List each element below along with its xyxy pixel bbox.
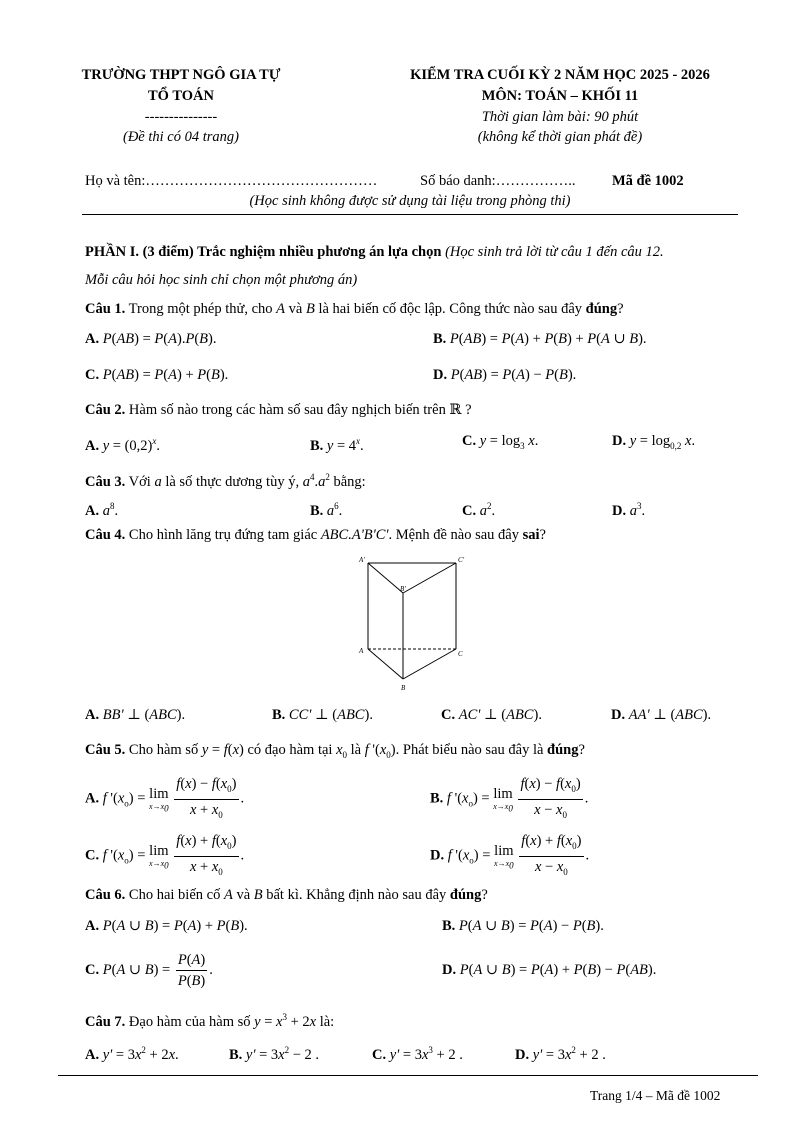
student-id-field: Số báo danh:…………….. bbox=[420, 173, 576, 189]
q4-option-a[interactable]: A. BB' ⊥ (ABC). bbox=[85, 707, 186, 723]
q2-option-c[interactable]: C. $y = \log_3 x$. bbox=[462, 433, 539, 451]
part1-heading: PHẦN I. (3 điểm) Trắc nghiệm nhiều phương án lựa chọn (Học sinh trả lời từ câu 1 đến câu 12. bbox=[85, 244, 664, 260]
label-b-prime: B' bbox=[400, 585, 406, 593]
q2-option-d[interactable]: D. $y = \log_{0,2} x$. bbox=[612, 433, 696, 451]
question-1: Câu 1. Trong một phép thử, cho A và B là hai biến cố độc lập. Công thức nào sau đây đúng? bbox=[85, 301, 624, 317]
label-a: A bbox=[359, 647, 364, 655]
q3-option-c[interactable]: C. $a^2$. bbox=[462, 501, 496, 519]
exam-time: Thời gian làm bài: 90 phút bbox=[481, 109, 639, 125]
q2-option-a[interactable]: A. $y = (0,2)^x$. bbox=[85, 436, 161, 454]
q1-option-a[interactable]: A. P(AB) = P(A).P(B). bbox=[85, 331, 217, 347]
question-4: Câu 4. Cho hình lăng trụ đứng tam giác ABC.A'B'C'. Mệnh đề nào sau đây sai? bbox=[85, 527, 546, 543]
no-material-note: (Học sinh không được sử dụng tài liệu trong phòng thi) bbox=[249, 193, 571, 209]
q5-option-c[interactable]: C. f '$(x_o)$ = lim $x\to x_0$ $\frac{f(x) + f(x_0)}{x + x_0}$ . bbox=[85, 833, 245, 877]
page-footer: Trang 1/4 – Mã đề 1002 bbox=[590, 1088, 721, 1103]
q3-option-a[interactable]: A. $a^8$. bbox=[85, 501, 119, 519]
label-b: B bbox=[401, 684, 406, 692]
q5-option-b[interactable]: B. f '$(x_o)$ = lim $x\to x_0$ $\frac{f(x) - f(x_0)}{x - x_0}$ . bbox=[430, 776, 589, 820]
q7-option-a[interactable]: A. $y' = 3x^2 + 2x$. bbox=[85, 1045, 179, 1063]
label-c: C bbox=[458, 650, 463, 658]
q7-option-d[interactable]: D. $y' = 3x^2 + 2$ . bbox=[515, 1045, 606, 1063]
header-dashes: --------------- bbox=[144, 109, 218, 125]
q6-option-a[interactable]: A. P(A ∪ B) = P(A) + P(B). bbox=[85, 918, 248, 934]
q5-option-d[interactable]: D. f '$(x_o)$ = lim $x\to x_0$ $\frac{f(x) + f(x_0)}{x - x_0}$ . bbox=[430, 833, 590, 877]
question-6: Câu 6. Cho hai biến cố A và B bất kì. Khẳng định nào sau đây đúng? bbox=[85, 887, 488, 903]
label-c-prime: C' bbox=[458, 556, 465, 564]
q4-option-b[interactable]: B. CC' ⊥ (ABC). bbox=[272, 707, 373, 723]
q7-option-c[interactable]: C. $y' = 3x^3 + 2$ . bbox=[372, 1045, 463, 1063]
q6-option-d[interactable]: D. P(A ∪ B) = P(A) + P(B) − P(AB). bbox=[442, 962, 657, 978]
q6-option-b[interactable]: B. P(A ∪ B) = P(A) − P(B). bbox=[442, 918, 604, 934]
q1-option-c[interactable]: C. P(AB) = P(A) + P(B). bbox=[85, 367, 229, 383]
q3-option-b[interactable]: B. $a^6$. bbox=[310, 501, 343, 519]
footer-divider bbox=[58, 1075, 758, 1076]
question-5: Câu 5. Cho hàm số y = f(x) có đạo hàm tại $x_0$ là f '$(x_0)$. Phát biểu nào sau đây là đúng? bbox=[85, 742, 585, 760]
exam-title: KIỂM TRA CUỐI KỲ 2 NĂM HỌC 2025 - 2026 bbox=[410, 67, 710, 83]
department-name: TỔ TOÁN bbox=[148, 88, 214, 104]
q6-option-c[interactable]: C. P(A ∪ B) = $\frac{P(A)}{P(B)}$ . bbox=[85, 952, 213, 989]
header-divider bbox=[82, 214, 738, 215]
question-2: Câu 2. Hàm số nào trong các hàm số sau đây nghịch biến trên ℝ ? bbox=[85, 402, 472, 418]
q4-option-d[interactable]: D. AA' ⊥ (ABC). bbox=[611, 707, 712, 723]
question-7: Câu 7. Đạo hàm của hàm số $y = x^3 + 2x$ là: bbox=[85, 1012, 335, 1030]
part1-instruction: Mỗi câu hỏi học sinh chỉ chọn một phương án) bbox=[85, 272, 358, 288]
school-name: TRƯỜNG THPT NGÔ GIA TỰ bbox=[81, 67, 281, 83]
question-3: Câu 3. Với a là số thực dương tùy ý, $a^4.a^2$ bằng: bbox=[85, 472, 366, 490]
q3-option-d[interactable]: D. $a^3$. bbox=[612, 501, 646, 519]
q2-option-b[interactable]: B. $y = 4^x$. bbox=[310, 436, 364, 454]
pages-note: (Đề thi có 04 trang) bbox=[123, 129, 239, 145]
q1-option-b[interactable]: B. P(AB) = P(A) + P(B) + P(A ∪ B). bbox=[433, 331, 647, 347]
label-a-prime: A' bbox=[359, 556, 365, 564]
q1-option-d[interactable]: D. P(AB) = P(A) − P(B). bbox=[433, 367, 577, 383]
q5-option-a[interactable]: A. f '$(x_o)$ = lim $x\to x_0$ $\frac{f(x) - f(x_0)}{x + x_0}$ . bbox=[85, 776, 245, 820]
student-name-field: Họ và tên:………………………………………… bbox=[85, 173, 378, 189]
q7-option-b[interactable]: B. $y' = 3x^2 - 2$ . bbox=[229, 1045, 320, 1063]
time-note: (không kể thời gian phát đề) bbox=[477, 129, 643, 145]
subject: MÔN: TOÁN – KHỐI 11 bbox=[481, 88, 639, 104]
exam-code: Mã đề 1002 bbox=[612, 173, 684, 189]
prism-figure bbox=[355, 553, 470, 695]
q4-option-c[interactable]: C. AC' ⊥ (ABC). bbox=[441, 707, 542, 723]
